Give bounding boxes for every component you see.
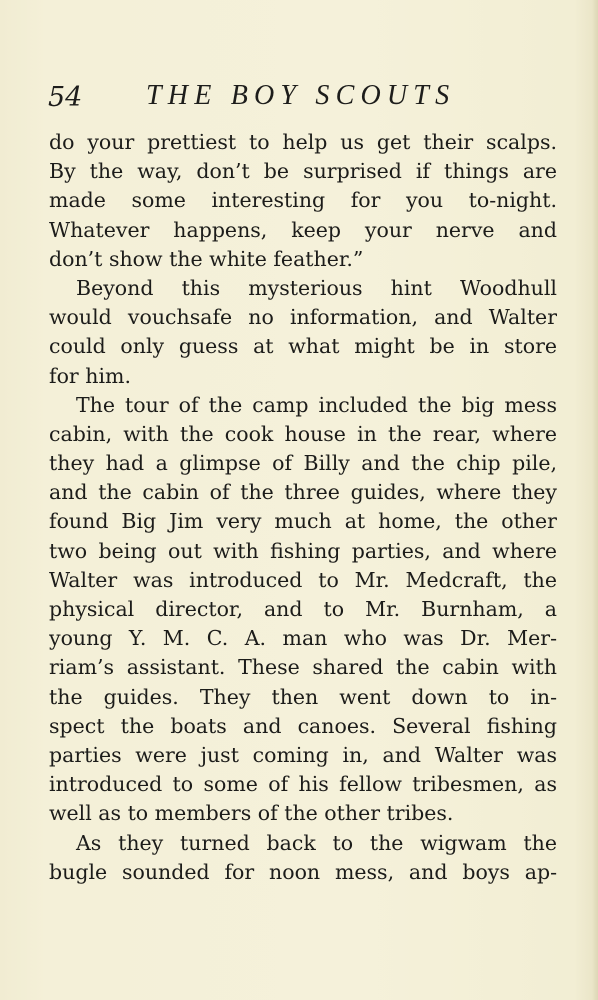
text-line: for him. <box>49 363 131 388</box>
text-line: spect the boats and canoes. Several fishing <box>49 713 557 738</box>
text-line: do your prettiest to help us get their scalps. <box>49 130 557 154</box>
text-line: By the way, don’t be surprised if things are <box>49 159 557 184</box>
text-line: physical director, and to Mr. Burnham, a <box>49 597 557 621</box>
text-line: The tour of the camp included the big mess <box>76 392 557 417</box>
text-line: well as to members of the other tribes. <box>49 801 454 826</box>
page-number: 54 <box>48 82 83 113</box>
text-line: As they turned back to the wigwam the <box>76 830 557 855</box>
text-line: bugle sounded for noon mess, and boys ap- <box>49 859 557 884</box>
text-line: parties were just coming in, and Walter was <box>49 742 557 767</box>
text-line: made some interesting for you to-night. <box>49 188 557 213</box>
text-line: Beyond this mysterious hint Woodhull <box>76 275 557 300</box>
text-line: they had a glimpse of Billy and the chip pile, <box>49 451 557 476</box>
text-line: the guides. They then went down to in- <box>49 684 557 709</box>
text-line: don’t show the white feather.” <box>49 246 364 271</box>
text-line: found Big Jim very much at home, the other <box>49 509 557 534</box>
text-line: introduced to some of his fellow tribesmen, as <box>49 772 557 797</box>
body-text <box>49 128 557 887</box>
page-header <box>48 80 558 116</box>
page-edge-shadow <box>592 0 598 1000</box>
text-line: could only guess at what might be in store <box>49 334 557 359</box>
text-line: two being out with fishing parties, and where <box>49 538 557 563</box>
text-line: Walter was introduced to Mr. Medcraft, the <box>49 567 557 592</box>
text-line: young Y. M. C. A. man who was Dr. Mer- <box>49 626 557 651</box>
running-head: THE BOY SCOUTS <box>146 80 456 111</box>
text-line: Whatever happens, keep your nerve and <box>49 217 557 242</box>
text-line: and the cabin of the three guides, where they <box>49 480 557 505</box>
text-line: would vouchsafe no information, and Walter <box>49 305 557 330</box>
text-line: cabin, with the cook house in the rear, where <box>49 421 557 446</box>
text-line: riam’s assistant. These shared the cabin with <box>49 655 557 680</box>
